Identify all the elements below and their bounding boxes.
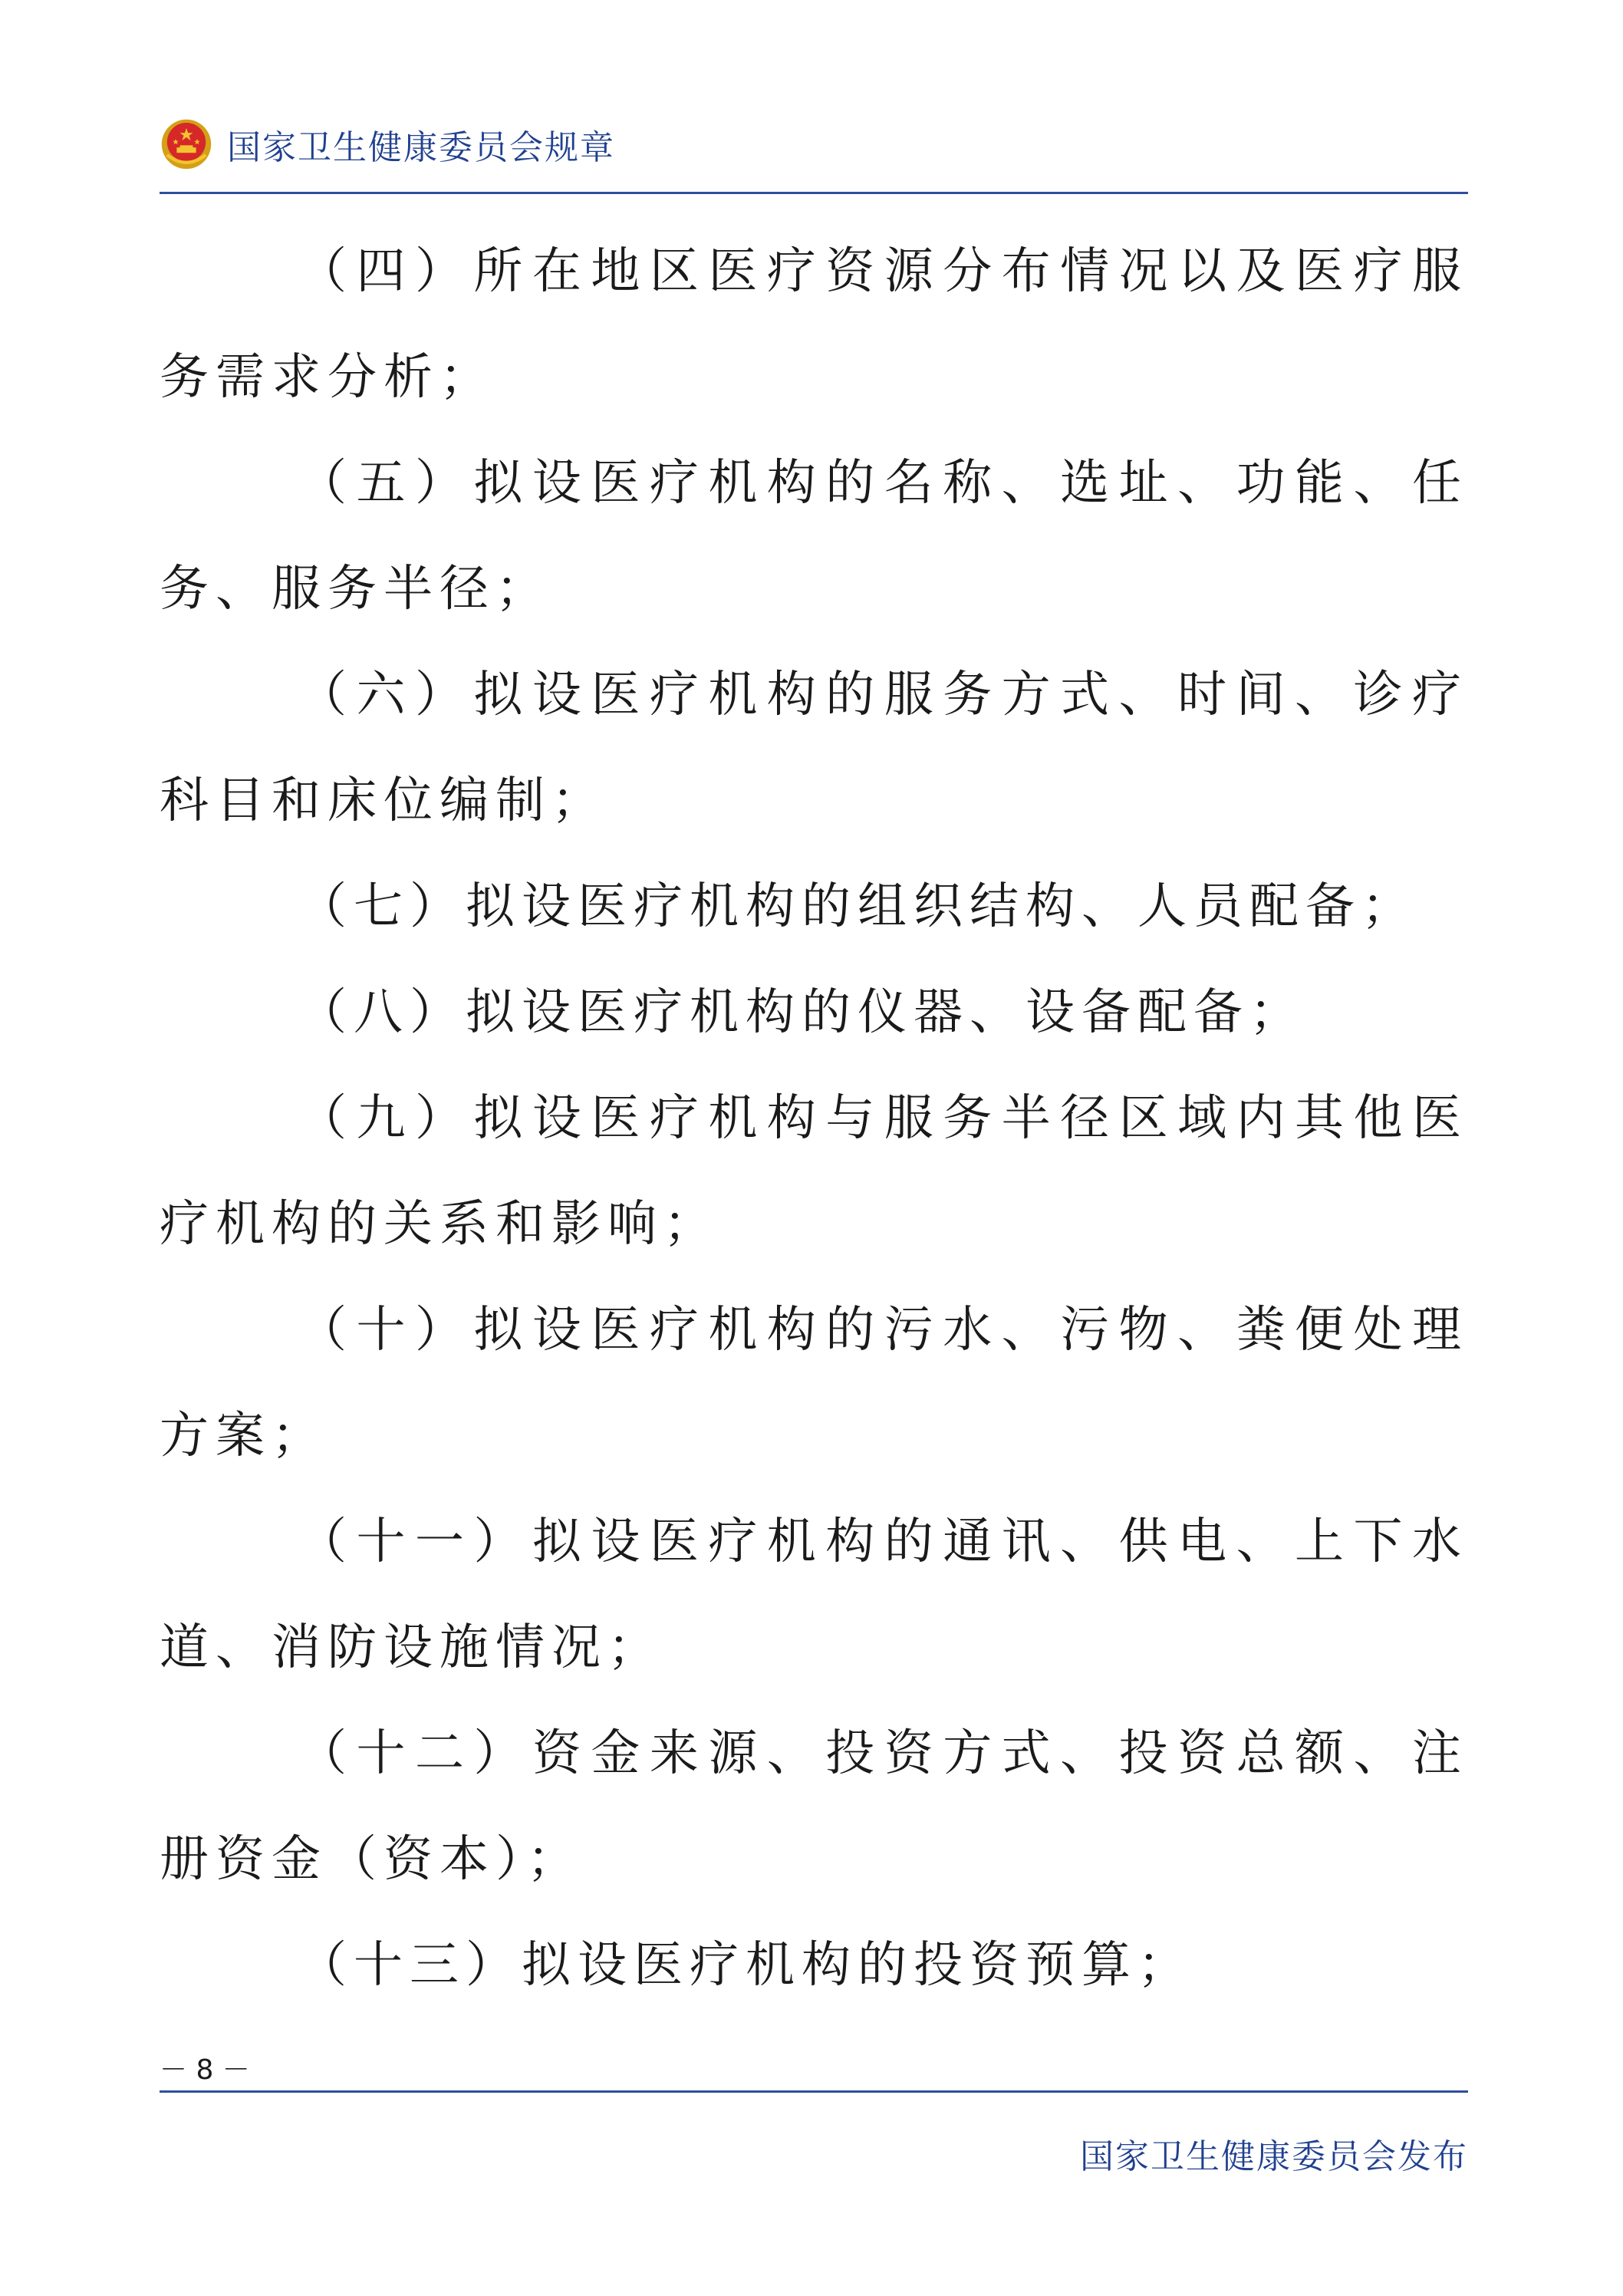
paragraph-item-13: （十三）拟设医疗机构的投资预算；: [298, 1937, 1193, 1994]
paragraph-item-10: （十）拟设医疗机构的污水、污物、粪便处理方案；: [160, 1302, 1468, 1464]
paragraph-item-9: （九）拟设医疗机构与服务半径区域内其他医疗机构的关系和影响；: [160, 1090, 1468, 1253]
page-header: [160, 114, 615, 175]
paragraph-item-6: （六）拟设医疗机构的服务方式、时间、诊疗科目和床位编制；: [160, 667, 1468, 829]
paragraph-item-4: （四）所在地区医疗资源分布情况以及医疗服务需求分析；: [160, 243, 1468, 406]
page-number: － 8 －: [160, 2054, 250, 2086]
document-body: [160, 219, 1468, 2018]
national-emblem-icon: [160, 117, 213, 171]
paragraph-item-8: （八）拟设医疗机构的仪器、设备配备；: [298, 984, 1305, 1041]
paragraph-item-7: （七）拟设医疗机构的组织结构、人员配备；: [298, 878, 1417, 935]
paragraph-item-11: （十一）拟设医疗机构的通讯、供电、上下水道、消防设施情况；: [160, 1514, 1468, 1676]
paragraph-item-12: （十二）资金来源、投资方式、投资总额、注册资金（资本）；: [160, 1725, 1468, 1888]
header-divider: [160, 192, 1468, 194]
header-title: 国家卫生健康委员会规章: [227, 128, 615, 167]
paragraph-item-5: （五）拟设医疗机构的名称、选址、功能、任务、服务半径；: [160, 455, 1468, 618]
footer-publisher: 国家卫生健康委员会发布: [1080, 2137, 1468, 2176]
footer-divider: [160, 2090, 1468, 2093]
